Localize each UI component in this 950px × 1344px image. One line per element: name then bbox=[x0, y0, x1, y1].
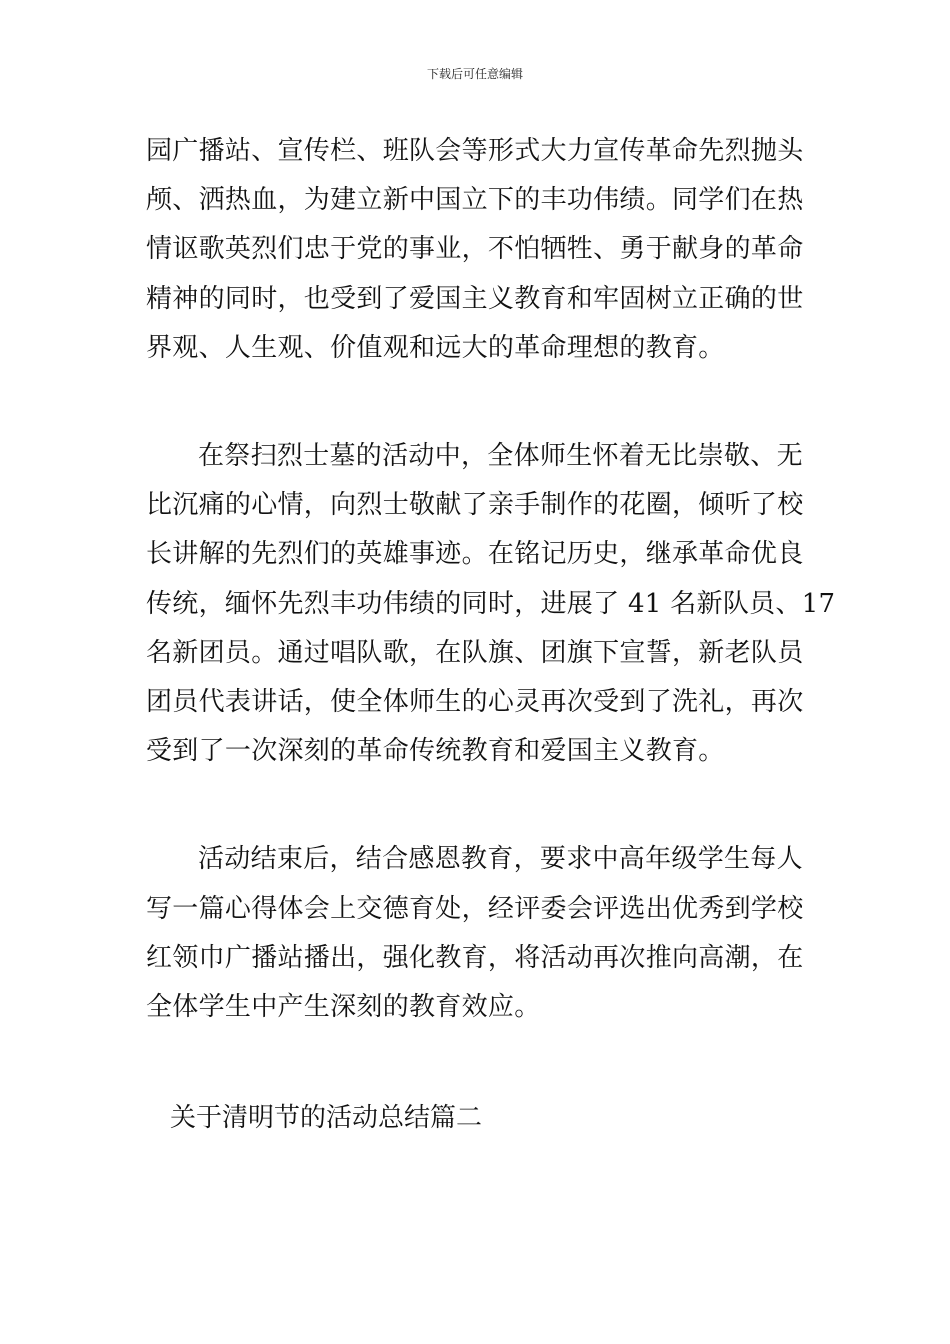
paragraph-line: 传统，缅怀先烈丰功伟绩的同时，进展了 41 名新队员、17 bbox=[146, 588, 836, 619]
paragraph-3 bbox=[146, 835, 810, 1032]
paragraph-line: 在祭扫烈士墓的活动中，全体师生怀着无比崇敬、无 bbox=[198, 441, 803, 472]
section-heading: 关于清明节的活动总结篇二 bbox=[170, 1103, 483, 1134]
page-header-note: 下载后可任意编辑 bbox=[426, 67, 523, 81]
paragraph-line: 界观、人生观、价值观和远大的革命理想的教育。 bbox=[146, 332, 725, 363]
paragraph-line: 颅、洒热血，为建立新中国立下的丰功伟绩。同学们在热 bbox=[146, 185, 804, 216]
paragraph-line: 园广播站、宣传栏、班队会等形式大力宣传革命先烈抛头 bbox=[146, 136, 804, 166]
document-body bbox=[146, 127, 836, 1143]
paragraph-line: 全体学生中产生深刻的教育效应。 bbox=[146, 992, 541, 1023]
paragraph-line: 长讲解的先烈们的英雄事迹。在铭记历史，继承革命优良 bbox=[146, 539, 804, 570]
paragraph-line: 精神的同时，也受到了爱国主义教育和牢固树立正确的世 bbox=[146, 283, 804, 314]
paragraph-line: 名新团员。通过唱队歌，在队旗、团旗下宣誓，新老队员 bbox=[146, 637, 804, 668]
paragraph-line: 红领巾广播站播出，强化教育，将活动再次推向高潮，在 bbox=[146, 942, 804, 973]
paragraph-1 bbox=[146, 127, 810, 373]
paragraph-line: 情讴歌英烈们忠于党的事业，不怕牺牲、勇于献身的革命 bbox=[146, 234, 804, 265]
paragraph-line: 写一篇心得体会上交德育处，经评委会评选出优秀到学校 bbox=[146, 893, 804, 924]
paragraph-2 bbox=[146, 432, 836, 776]
paragraph-line: 团员代表讲话，使全体师生的心灵再次受到了洗礼，再次 bbox=[146, 687, 804, 718]
paragraph-line: 活动结束后，结合感恩教育，要求中高年级学生每人 bbox=[198, 844, 803, 875]
paragraph-line: 比沉痛的心情，向烈士敬献了亲手制作的花圈，倾听了校 bbox=[146, 490, 804, 521]
paragraph-line: 受到了一次深刻的革命传统教育和爱国主义教育。 bbox=[146, 736, 725, 767]
